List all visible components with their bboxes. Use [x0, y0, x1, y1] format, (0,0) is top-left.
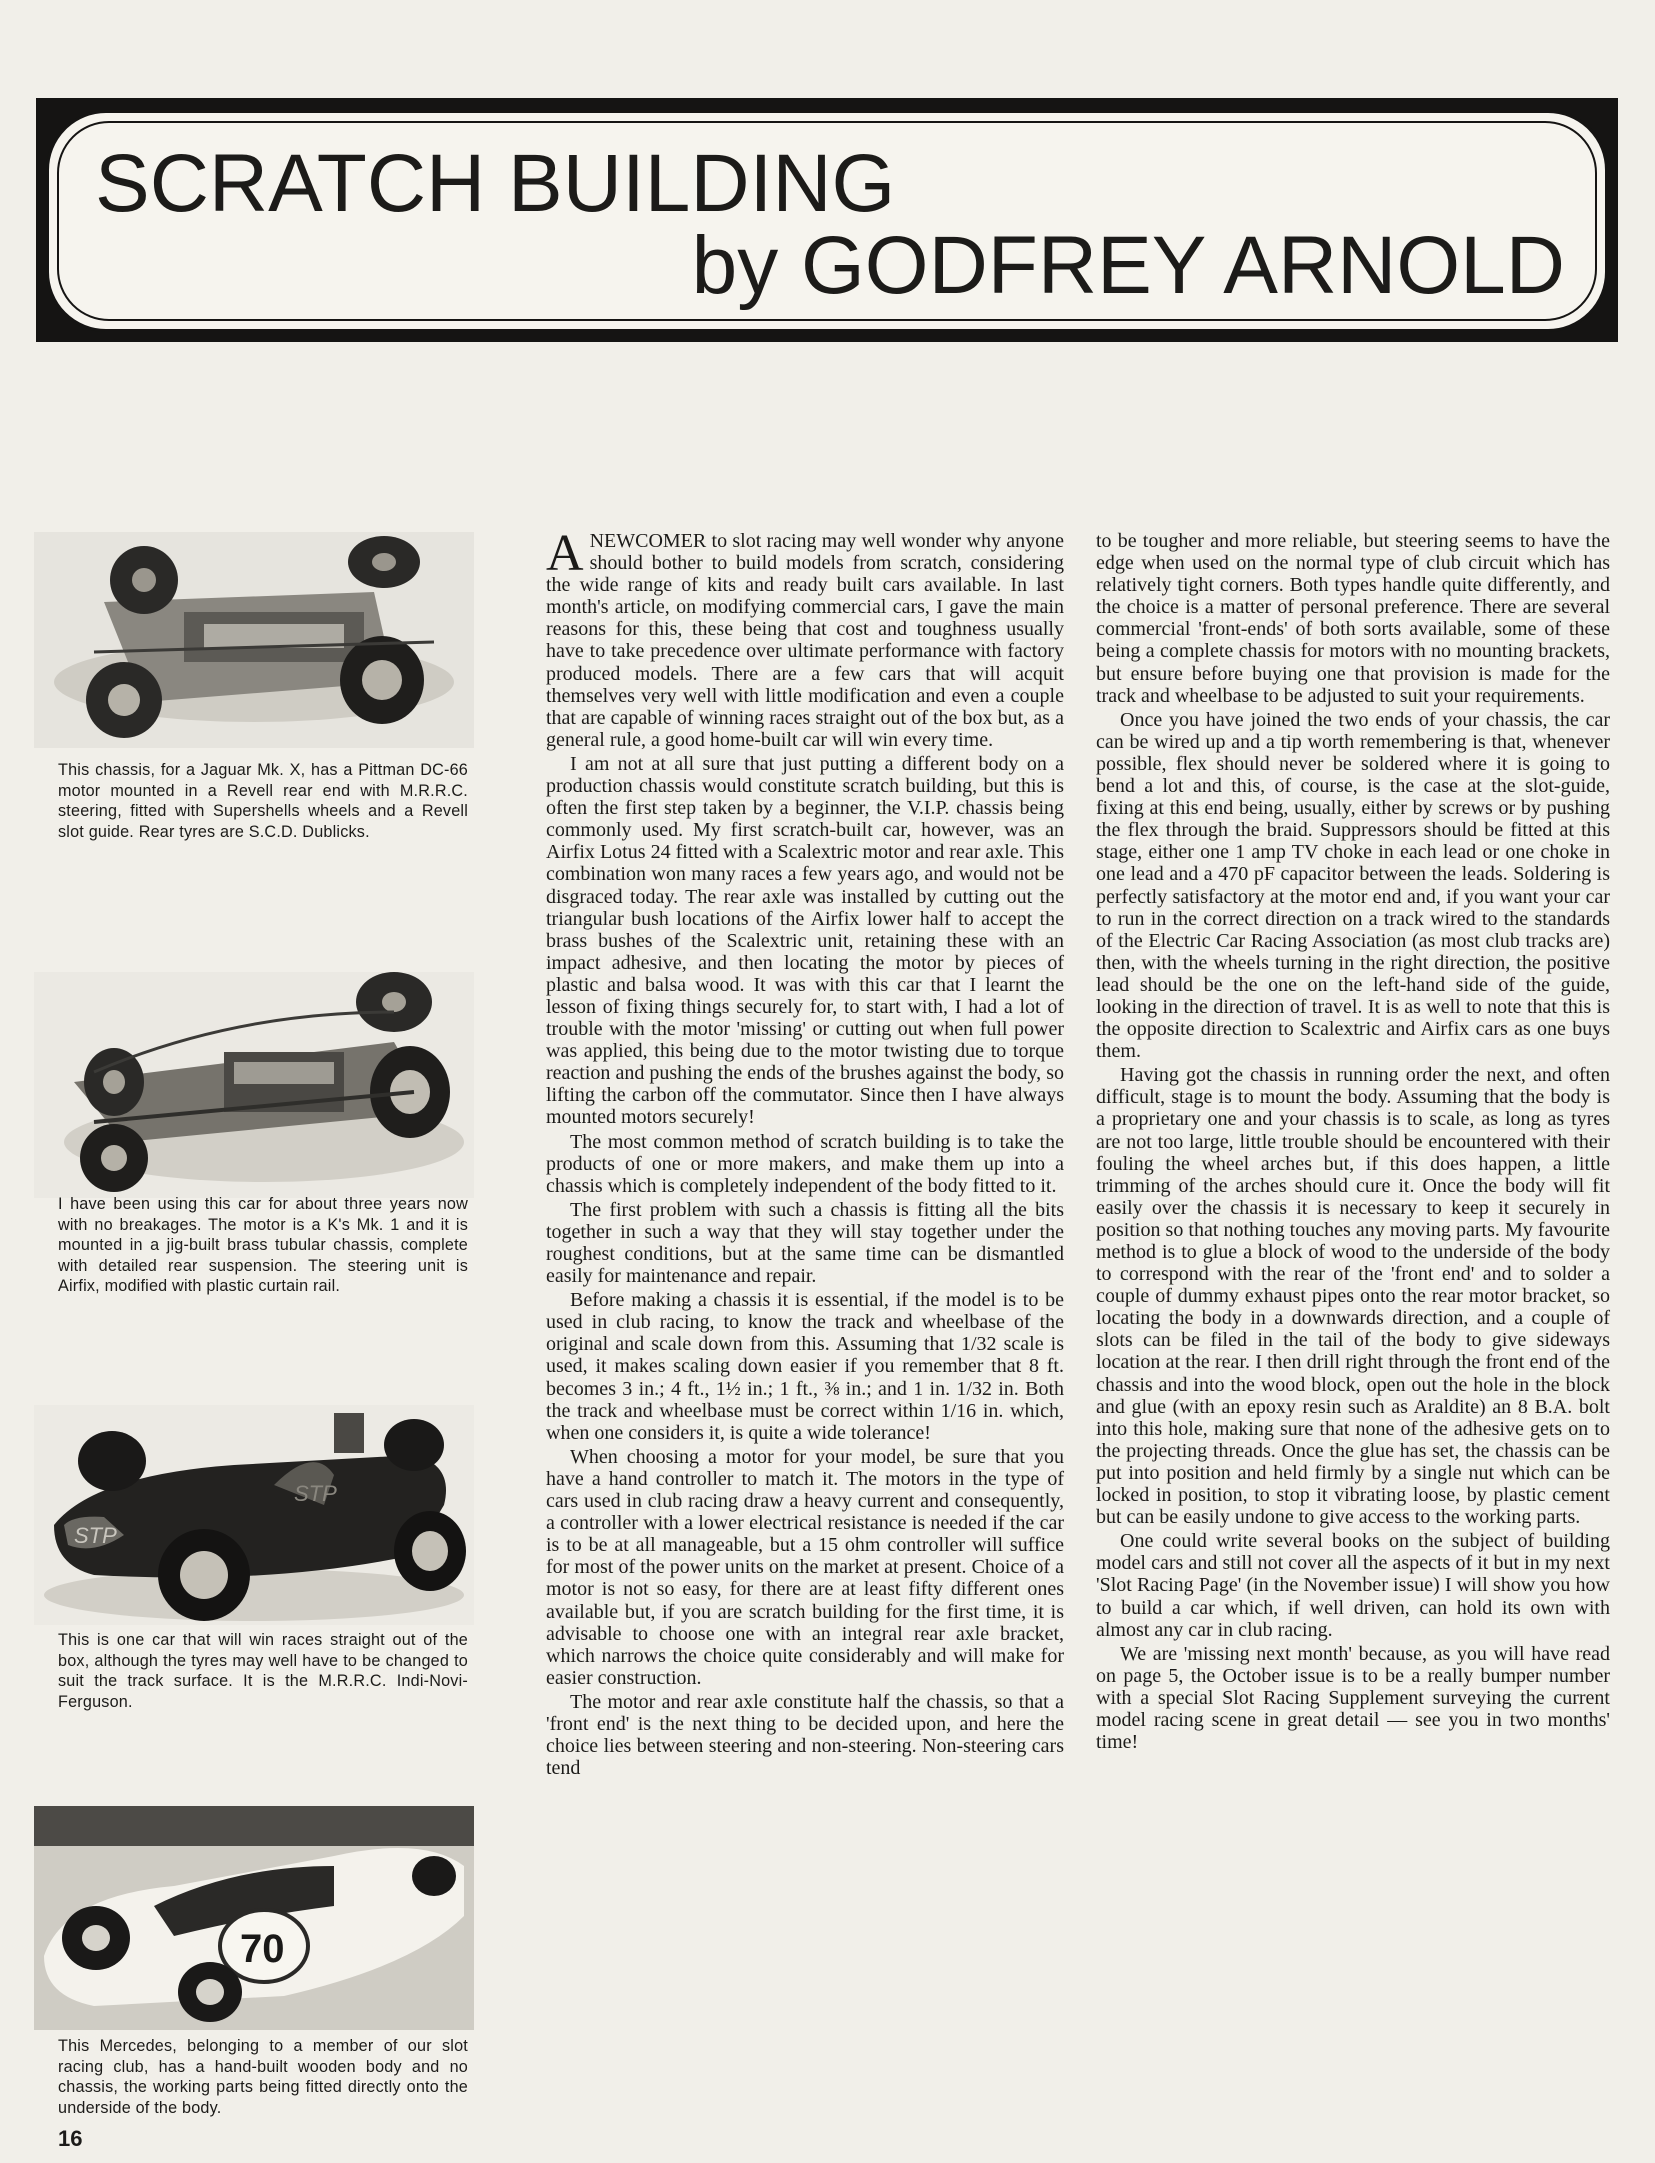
- photo-caption: This is one car that will win races straight out of the box, although the tyres may well have to be changed to suit the track surface. It is the M.R.R.C. Indi-Novi-Ferguson.: [58, 1631, 468, 1711]
- article-paragraph: One could write several books on the subject of building model cars and still not cover all the aspects of it but in my next 'Slot Racing Page' (in the November issue) I will show you how to build a car which, if well driven, can hold its own with almost any car in club racing.: [1096, 1530, 1610, 1641]
- article-paragraph: The first problem with such a chassis is fitting all the bits together in such a way that they will stay together under the roughest conditions, but at the same time can be dismantled easily for maintenance and repair.: [546, 1198, 1064, 1288]
- chassis-photo: [34, 532, 474, 748]
- article-title: SCRATCH BUILDING: [95, 138, 896, 229]
- svg-text:70: 70: [240, 1927, 285, 1971]
- article-paragraph: ANEWCOMER to slot racing may well wonder why anyone should bother to build models from scratch, considering the wide range of kits and ready built cars available. In last month's article, on modifying commercial cars, I gave the main reasons for this, these being that cost and toughness usually have to take precedence over ultimate performance with factory produced models. There are a few cars that will acquit themselves very well with little modification and even a couple that are capable of winning races straight out of the box but, as a general rule, a good home-built car will win every time.: [546, 525, 1064, 751]
- page-number: 16: [58, 2126, 83, 2151]
- photo-caption: I have been using this car for about three years now with no breakages. The motor is a K's Mk. 1 and it is mounted in a jig-built brass tubular chassis, complete with detailed rear suspension. The steering unit is Airfix, modified with plastic curtain rail.: [58, 1195, 468, 1296]
- article-paragraph: The most common method of scratch building is to take the products of one or more makers, and make them up into a chassis which is completely independent of the body fitted to it.: [546, 1130, 1064, 1197]
- article-paragraph: We are 'missing next month' because, as you will have read on page 5, the October issue is to be a really bumper number with a special Slot Racing Supplement surveying the current model racing scene in great detail — see you in two months' time!: [1096, 1642, 1610, 1754]
- article-paragraph: Once you have joined the two ends of your chassis, the car can be wired up and a tip worth remembering is that, whenever possible, flex should never be soldered where it is going to bend a lot and this, of course, is the case at the slot-guide, fixing at this end being, usually, either by screws or by pushing the flex through the braid. Suppressors should be fitted at this stage, either one 1 amp TV choke in each lead or one choke in one lead and a 470 pF capacitor between the leads. Soldering is perfectly satisfactory at the motor end and, if you want your car to run in the correct direction on a track wired to the standards of the Electric Car Racing Association (as most club tracks are) then, with the wheels turning in the right direction, the positive lead should be the one on the left-hand side of the guide, looking in the direction of travel. It is as well to note that this is the opposite direction to Scalextric and Airfix cars as one buys them.: [1096, 708, 1610, 1063]
- article-column-left: [546, 525, 1064, 1780]
- mercedes-car-photo: [34, 1806, 474, 2030]
- article-paragraph: I am not at all sure that just putting a different body on a production chassis would constitute scratch building, but this is often the first step taken by a beginner, the V.I.P. chassis being commonly used. My first scratch-built car, however, was an Airfix Lotus 24 fitted with a Scalextric motor and rear axle. This combination won many races a few years ago, and would not be disgraced today. The rear axle was installed by cutting out the triangular bush locations of the Airfix lower half to accept the brass bushes of the Scalextric unit, retaining these with an impact adhesive, and then locating the motor by pieces of plastic and balsa wood. It was with this car that I learnt the lesson of fixing things securely for, to start with, I had a lot of trouble with the motor 'missing' or cutting out when full power was applied, this being due to the motor twisting due to torque reaction and pushing the ends of the brushes against the body, so lifting the carbon off the commutator. Since then I have always mounted motors securely!: [546, 752, 1064, 1129]
- title-frame: [46, 110, 1608, 332]
- article-paragraph: to be tougher and more reliable, but steering seems to have the edge when used on the normal type of club circuit which has relatively tight corners. Both types handle quite differently, and the choice is a matter of personal preference. There are several commercial 'front-ends' of both sorts available, some of these being a complete chassis for motors with no mounting brackets, but ensure before buying one that provision is made for the track and wheelbase to be adjusted to suit your requirements.: [1096, 530, 1610, 707]
- article-byline: by GODFREY ARNOLD: [691, 220, 1565, 311]
- article-paragraph: When choosing a motor for your model, be sure that you have a hand controller to match it. The motors in the type of cars used in club racing draw a heavy current and consequently, a controller with a lower electrical resistance is needed if the car is to be at all manageable, but a 15 ohm controller will suffice for most of the power units on the market at present. Choice of a motor is not so easy, for there are at least fifty different ones available but, if you are scratch building for the first time, it is advisable to choose one with an integral rear axle bracket, which narrows the choice quite considerably and will make for easier construction.: [546, 1445, 1064, 1689]
- svg-text:STP: STP: [74, 1523, 117, 1548]
- drop-cap: A: [546, 525, 584, 582]
- title-banner: [36, 98, 1618, 342]
- article-column-right: [1096, 530, 1610, 1753]
- svg-text:STP: STP: [294, 1481, 337, 1506]
- photo-caption: This Mercedes, belonging to a member of our slot racing club, has a hand-built wooden body and no chassis, the working parts being fitted directly onto the underside of the body.: [58, 2037, 468, 2117]
- indy-car-photo: [34, 1405, 474, 1625]
- article-paragraph: Before making a chassis it is essential, if the model is to be used in club racing, to know the track and wheelbase of the original and scale down from this. Assuming that 1/32 scale is used, it makes scaling down easier if you remember that 8 ft. becomes 3 in.; 4 ft., 1½ in.; 1 ft., ⅜ in.; and 1 in. 1/32 in. Both the track and wheelbase must be correct within 1/16 in. which, when one considers it, is quite a wide tolerance!: [546, 1289, 1064, 1444]
- article-paragraph: Having got the chassis in running order the next, and often difficult, stage is to mount the body. Assuming that the body is a proprietary one and your chassis is to scale, as long as tyres are not too large, little trouble should be encountered with their fouling the wheel arches but, if this does happen, a little trimming of the arches should cure it. Once the body will fit easily over the chassis it is necessary to keep it securely in position so that nothing touches any moving parts. My favourite method is to glue a block of wood to the underside of the body to correspond with the rear of the 'front end' and to solder a couple of dummy exhaust pipes onto the rear motor bracket, so locating the body in a downwards direction, and a couple of slots can be filed in the tail of the body to give sideways location at the rear. I then drill right through the front end of the chassis and into the wood block, open out the hole in the block and glue (with an epoxy resin such as Araldite) an 8 B.A. bolt into this hole, making sure that none of the adhesive gets on to the projecting threads. Once the glue has set, the chassis can be put into position and held firmly by a single nut which can be locked in position, to stop it vibrating loose, by plastic cement but can be easily undone to give access to the working parts.: [1096, 1064, 1610, 1529]
- tubular-chassis-photo: [34, 972, 474, 1198]
- photo-caption: This chassis, for a Jaguar Mk. X, has a Pittman DC-66 motor mounted in a Revell rear end with M.R.R.C. steering, fitted with Supershells wheels and a Revell slot guide. Rear tyres are S.C.D. Dublicks.: [58, 761, 468, 841]
- article-paragraph: The motor and rear axle constitute half the chassis, so that a 'front end' is the next thing to be decided upon, and here the choice lies between steering and non-steering. Non-steering cars tend: [546, 1690, 1064, 1780]
